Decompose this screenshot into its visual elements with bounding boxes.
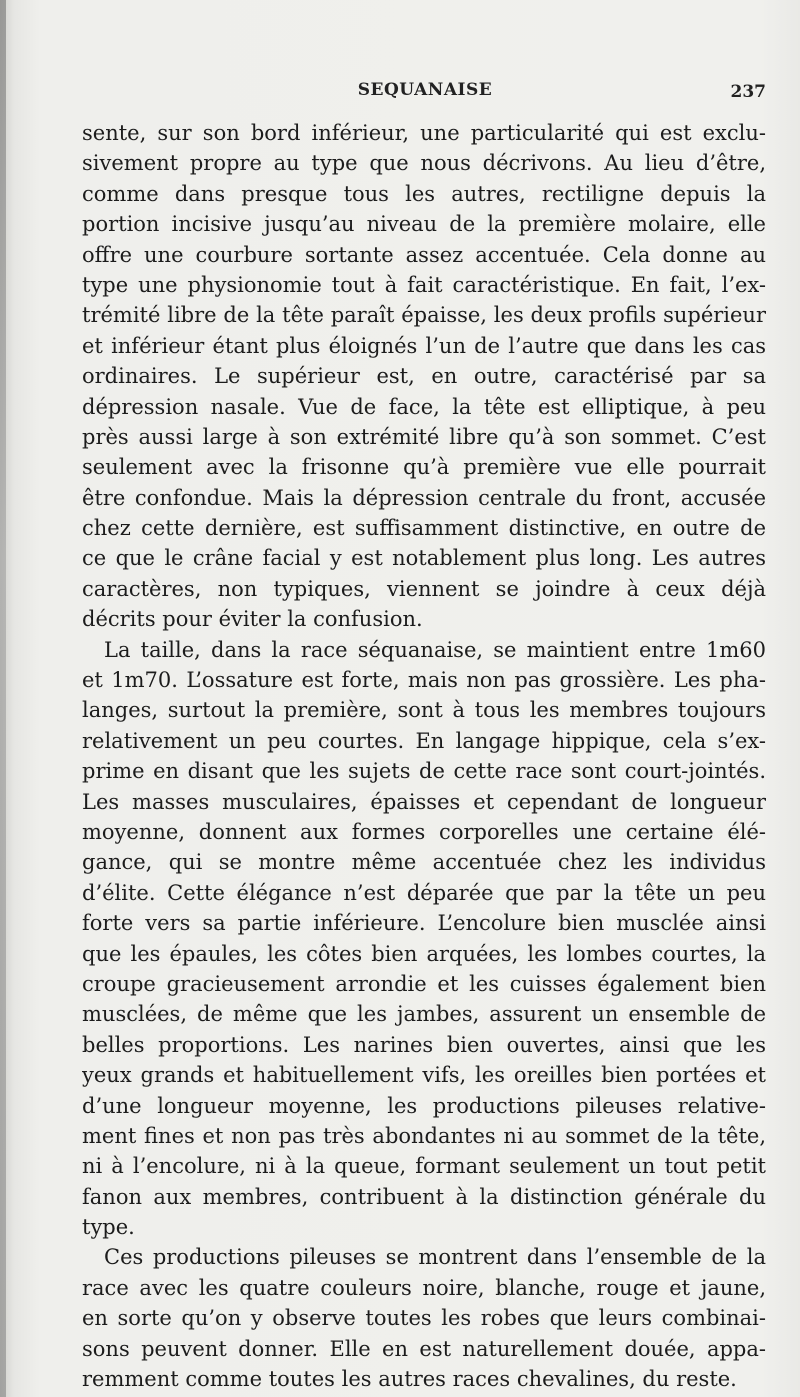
scan-edge-shadow: [0, 0, 6, 1397]
text-line: prime en disant que les sujets de cette race sont court-jointés.: [82, 759, 766, 784]
text-line: décrits pour éviter la confusion.: [82, 607, 423, 632]
running-head: [80, 80, 770, 110]
paragraph: [82, 118, 766, 635]
text-line: offre une courbure sortante assez accentuée. Cela donne au: [82, 242, 766, 267]
text-line: ordinaires. Le supérieur est, en outre, caractérisé par sa: [82, 364, 766, 389]
text-line: ce que le crâne facial y est notablement plus long. Les autres: [82, 546, 766, 571]
paragraph: [82, 635, 766, 1243]
text-line: sons peuvent donner. Elle en est naturellement douée, appa-: [82, 1336, 766, 1361]
text-line: que les épaules, les côtes bien arquées, les lombes courtes, la: [82, 941, 766, 966]
text-line: en sorte qu’on y observe toutes les robes que leurs combinai-: [82, 1306, 766, 1331]
text-line: près aussi large à son extrémité libre qu’à son sommet. C’est: [82, 424, 766, 449]
text-line: moyenne, donnent aux formes corporelles une certaine élé-: [82, 819, 766, 844]
text-line: chez cette dernière, est suffisamment distinctive, en outre de: [82, 516, 766, 541]
page-number: 237: [730, 82, 766, 102]
text-line: d’une longueur moyenne, les productions pileuses relative-: [82, 1093, 766, 1118]
text-line: gance, qui se montre même accentuée chez les individus: [82, 850, 766, 875]
text-line: musclées, de même que les jambes, assurent un ensemble de: [82, 1002, 766, 1027]
text-line: sente, sur son bord inférieur, une particularité qui est exclu-: [82, 121, 766, 145]
text-line: seulement avec la frisonne qu’à première vue elle pourrait: [82, 455, 766, 480]
text-line: dépression nasale. Vue de face, la tête est elliptique, à peu: [82, 394, 766, 419]
text-line: croupe gracieusement arrondie et les cuisses également bien: [82, 971, 766, 996]
text-line: yeux grands et habituellement vifs, les oreilles bien portées et: [82, 1063, 766, 1088]
paragraph: [82, 1242, 766, 1394]
text-line: belles proportions. Les narines bien ouvertes, ainsi que les: [82, 1032, 766, 1057]
text-line: d’élite. Cette élégance n’est déparée que par la tête un peu: [82, 880, 766, 905]
body-text: [82, 118, 766, 1394]
text-line: ment fines et non pas très abondantes ni au sommet de la tête,: [82, 1123, 766, 1148]
text-line: portion incisive jusqu’au niveau de la première molaire, elle: [82, 212, 766, 237]
text-line: remment comme toutes les autres races chevalines, du reste.: [82, 1367, 737, 1392]
text-line: langes, surtout la première, sont à tous les membres toujours: [82, 698, 766, 723]
text-line: type une physionomie tout à fait caractéristique. En fait, l’ex-: [82, 272, 766, 297]
text-line: caractères, non typiques, viennent se joindre à ceux déjà: [82, 576, 766, 601]
text-line: race avec les quatre couleurs noire, blanche, rouge et jaune,: [82, 1275, 766, 1300]
text-line: et 1m70. L’ossature est forte, mais non pas grossière. Les pha-: [82, 668, 766, 693]
text-line: relativement un peu courtes. En langage hippique, cela s’ex-: [82, 728, 766, 753]
text-line: trémité libre de la tête paraît épaisse, les deux profils supérieur: [82, 303, 766, 328]
text-line: être confondue. Mais la dépression centrale du front, accusée: [82, 485, 766, 510]
text-line: sivement propre au type que nous décrivons. Au lieu d’être,: [82, 151, 766, 176]
text-line: fanon aux membres, contribuent à la distinction générale du: [82, 1184, 766, 1209]
text-line: comme dans presque tous les autres, rectiligne depuis la: [82, 181, 766, 206]
text-line: Ces productions pileuses se montrent dans l’ensemble de la: [104, 1245, 766, 1270]
text-line: forte vers sa partie inférieure. L’encolure bien musclée ainsi: [82, 911, 766, 936]
text-line: Les masses musculaires, épaisses et cependant de longueur: [82, 789, 766, 814]
text-line: ni à l’encolure, ni à la queue, formant seulement un tout petit: [82, 1154, 766, 1179]
text-line: et inférieur étant plus éloignés l’un de l’autre que dans les cas: [82, 333, 766, 358]
text-line: type.: [82, 1215, 135, 1240]
text-line: La taille, dans la race séquanaise, se maintient entre 1m60: [104, 637, 766, 662]
running-title: SEQUANAISE: [357, 80, 493, 100]
